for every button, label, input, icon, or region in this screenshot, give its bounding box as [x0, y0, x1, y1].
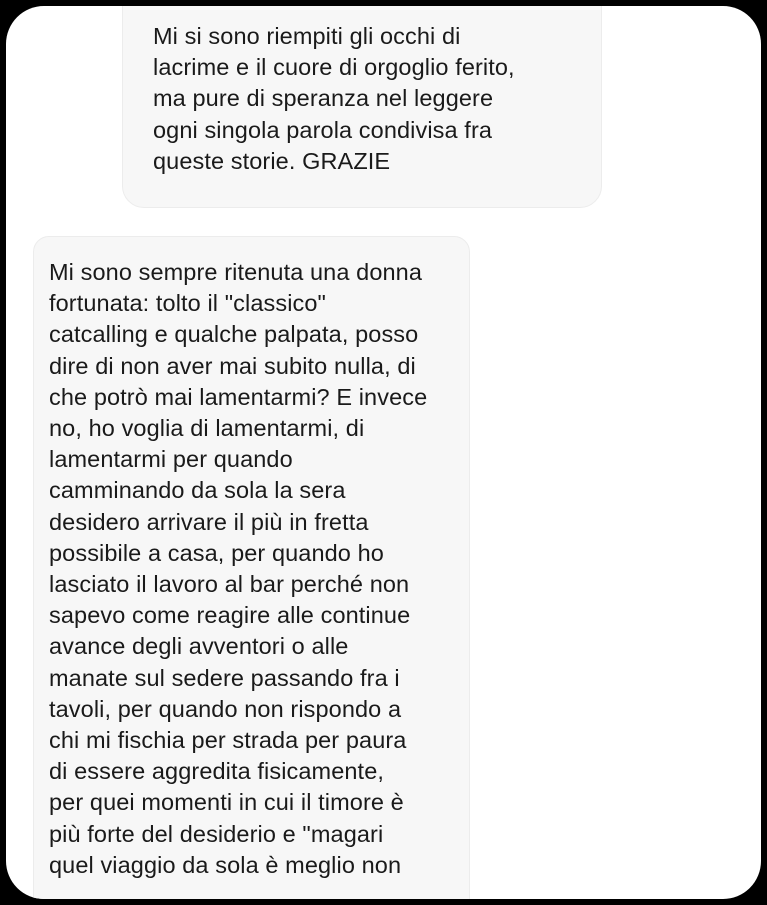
message-line: camminando da sola la sera	[49, 477, 346, 504]
message-line: quel viaggio da sola è meglio non	[49, 851, 402, 878]
message-line: Mi si sono riempiti gli occhi di	[153, 23, 461, 49]
message-line: fortunata: tolto il "classico"	[49, 290, 327, 317]
message-line: di essere aggredita fisicamente,	[49, 758, 384, 785]
message-line: manate sul sedere passando fra i	[49, 664, 400, 691]
message-line: tavoli, per quando non rispondo a	[49, 695, 402, 722]
message-line: lacrime e il cuore di orgoglio ferito,	[153, 54, 515, 81]
message-line: lasciato il lavoro al bar perché non	[49, 571, 410, 598]
message-line: che potrò mai lamentarmi? E invece	[49, 383, 428, 410]
message-line: ogni singola parola condivisa fra	[153, 116, 493, 143]
message-line: dire di non aver mai subito nulla, di	[49, 352, 416, 379]
message-bubble-2	[33, 236, 470, 899]
message-line: ma pure di speranza nel leggere	[153, 85, 494, 112]
message-line: più forte del desiderio e "magari	[49, 820, 384, 847]
message-line: chi mi fischia per strada per paura	[49, 727, 407, 754]
message-line: lamentarmi per quando	[49, 446, 293, 473]
message-line: no, ho voglia di lamentarmi, di	[49, 415, 365, 442]
message-line: desidero arrivare il più in fretta	[49, 508, 369, 535]
message-bubble-1	[122, 6, 602, 208]
screenshot-frame	[6, 6, 761, 899]
message-line: sapevo come reagire alle continue	[49, 602, 411, 629]
message-line: Mi sono sempre ritenuta una donna	[49, 259, 423, 285]
message-line: possibile a casa, per quando ho	[49, 539, 384, 566]
message-line: per quei momenti in cui il timore è	[49, 789, 404, 816]
message-line: catcalling e qualche palpata, posso	[49, 321, 419, 348]
message-line: queste storie. GRAZIE	[153, 147, 391, 174]
message-line: avance degli avventori o alle	[49, 633, 349, 660]
